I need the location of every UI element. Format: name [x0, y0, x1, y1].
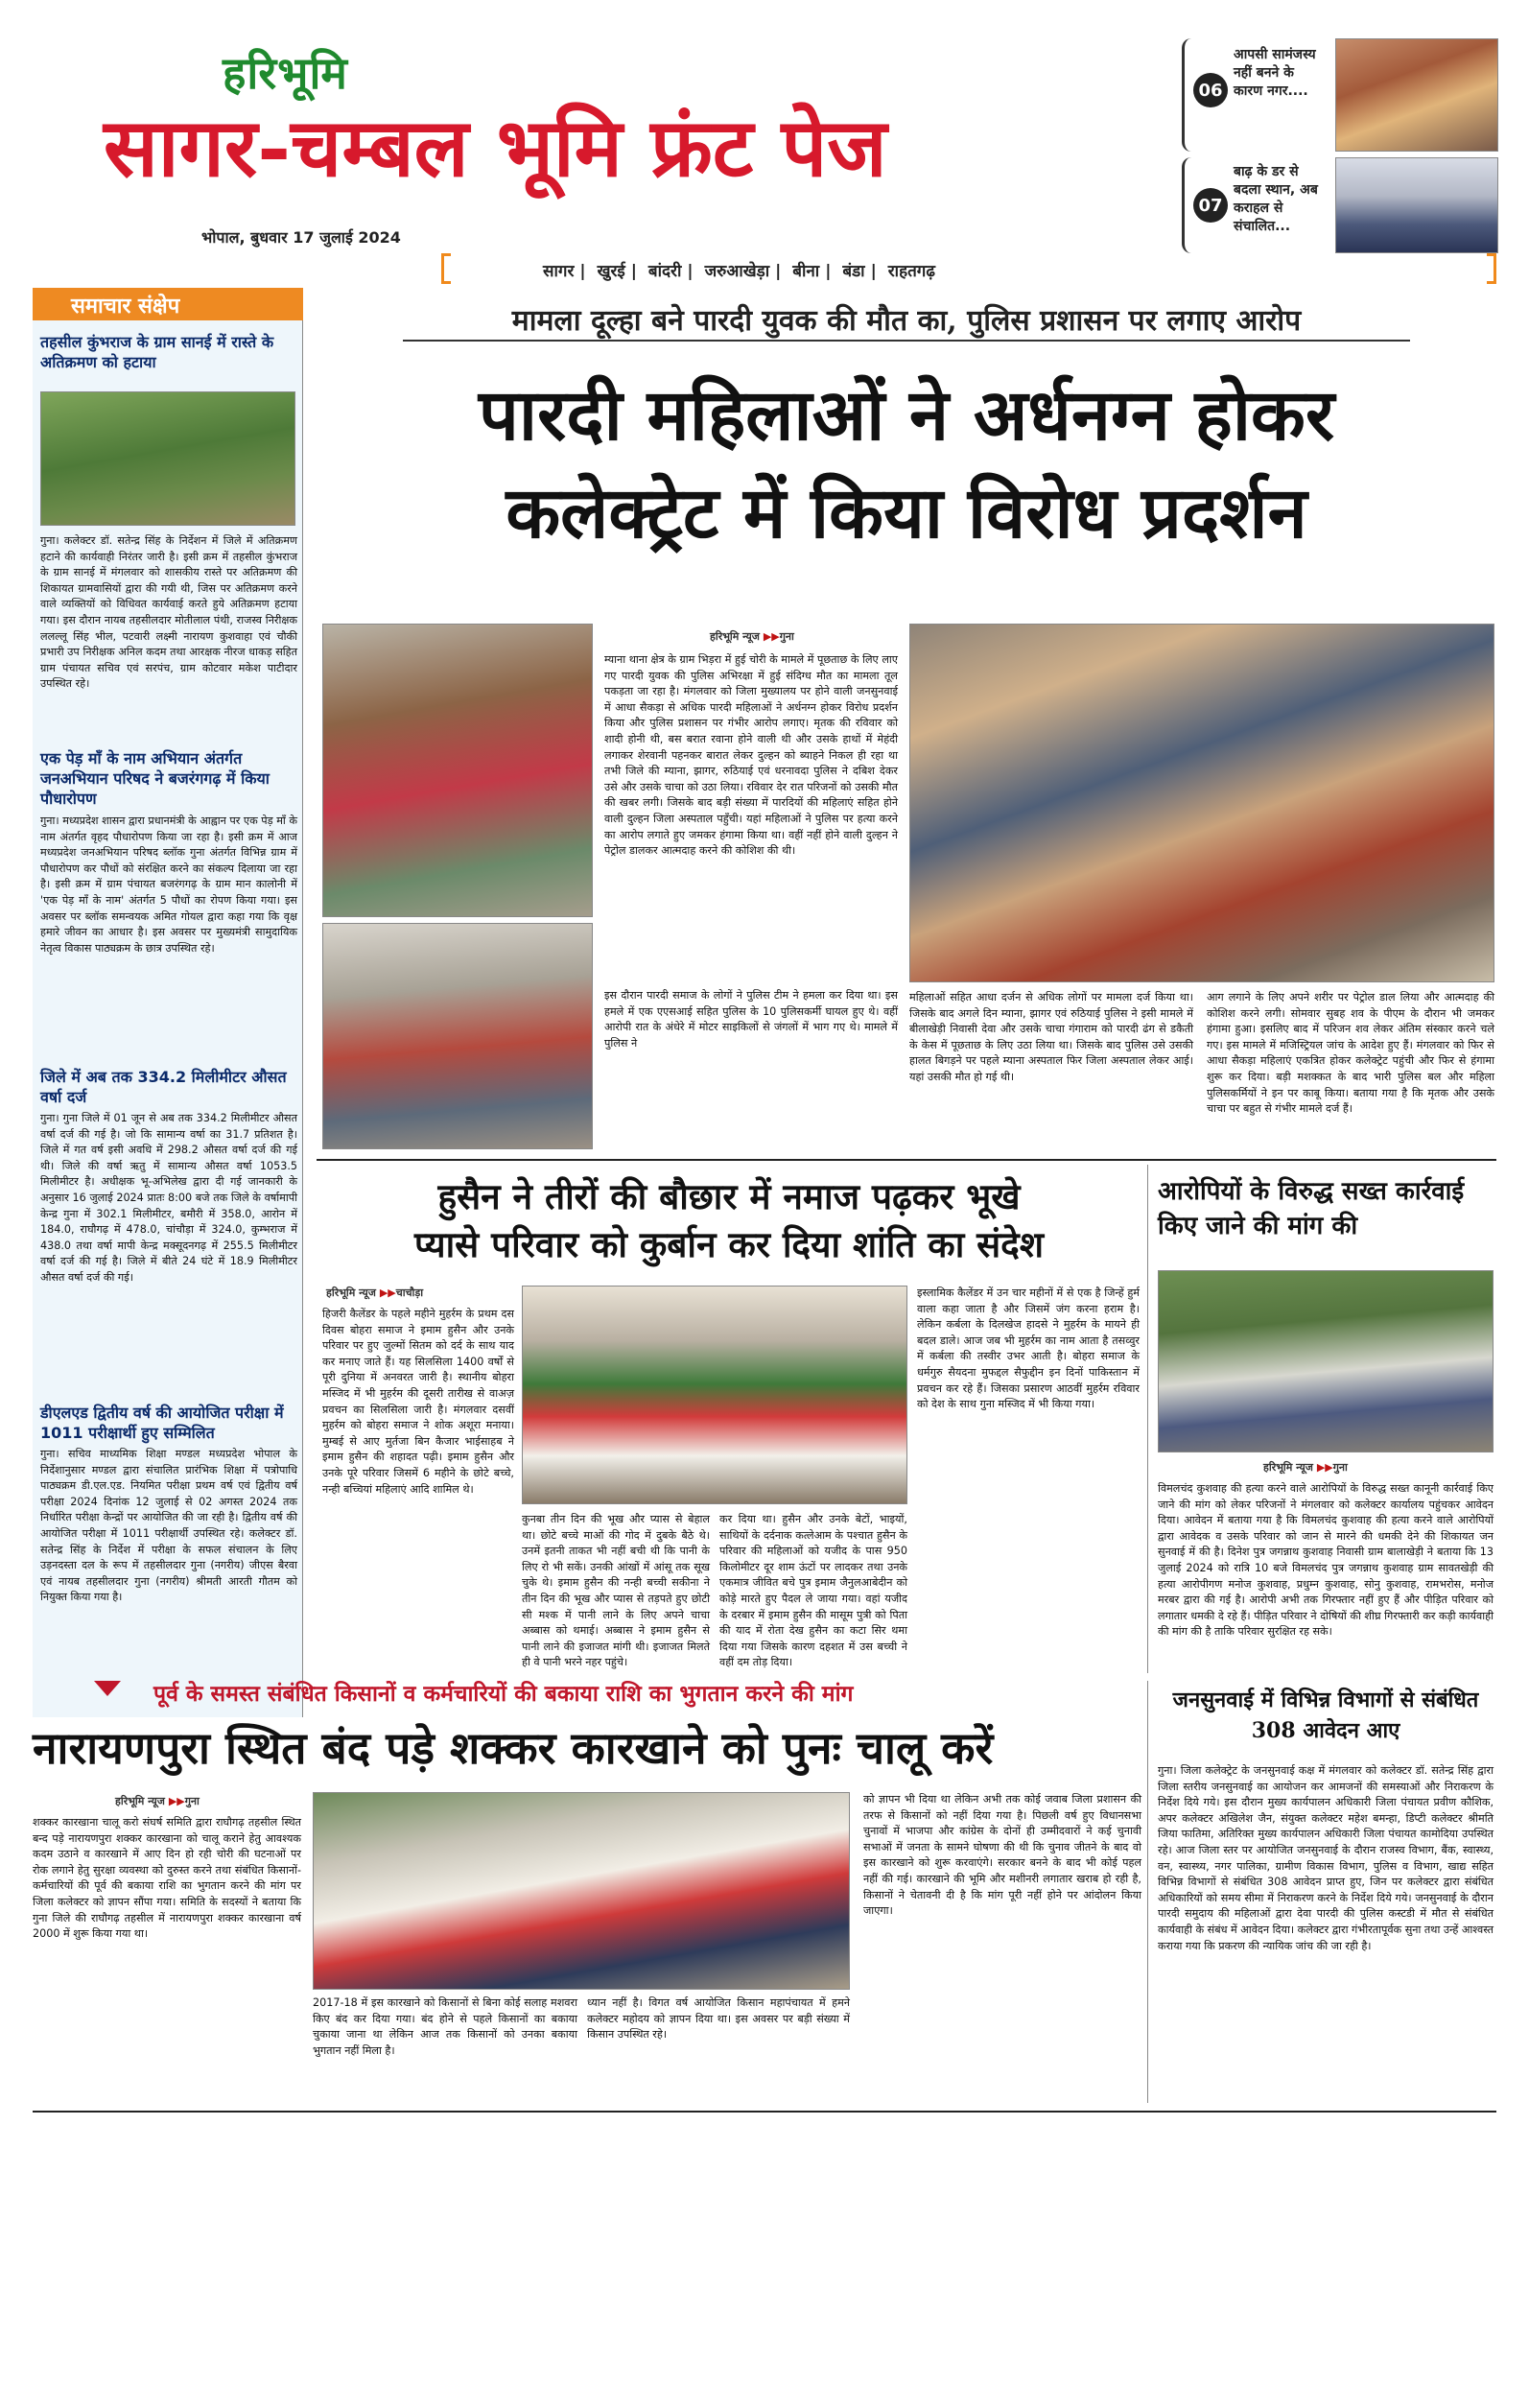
- muharram-photo: [522, 1286, 907, 1504]
- location-item: बीना: [792, 262, 820, 281]
- masthead: [0, 0, 1529, 288]
- sugar-kicker: पूर्व के समस्त संबंधित किसानों व कर्मचारियों की बकाया राशि का भुगतान करने की मांग: [153, 1681, 854, 1707]
- muharram-body: कर दिया था। हुसैन और उनके बेटों, भाइयों, साथियों के दर्दनाक कत्लेआम के पश्चात हुसैन के परिवार की महिलाओं को यजीद के पास 950 किलोमीटर दूर शाम ऊंटों पर लादकर तथा उनके एकमात्र जीवित बचे पुत्र इमाम जैनुलआबेदीन को कोड़े मारते हुए पैदल ले जाया गया। वहां यजीद के दरबार में इमाम हुसैन की मासूम पुत्री को पिता की याद में रोता देख हुसैन का कटा सिर थमा दिया गया जिसके कारण दहशत में उस बच्ची ने वहीं दम तोड़ दिया।: [719, 1513, 907, 1669]
- muharram-headline[interactable]: हुसैन ने तीरों की बौछार में नमाज पढ़कर भूखे: [437, 1175, 1021, 1217]
- muharram-body: हिजरी कैलेंडर के पहले महीने मुहर्रम के प्रथम दस दिवस बोहरा समाज ने इमाम हुसैन और उनके परिवार पर हुए जुल्मों सितम को दर्द के साथ याद कर मनाए जाते हैं। यह सिलसिला 1400 वर्षों से पूरी दुनिया में अनवरत जारी है। स्थानीय बोहरा मस्जिद में भी मुहर्रम की दूसरी तारीख से वाअज़ प्रवचन का सिलसिला जारी है। मंगलवार दसवीं मुहर्रम को बोहरा समाज ने शोक अशूरा मनाया। मुम्बई से आए मुर्तजा बिन कैजार भाईसाहब ने इमाम हुसैन की शहादत पढ़ी। इमाम हुसैन और उनके पूरे परिवार जिसमें 6 महीने के छोटे बच्चे, नन्ही बच्चियां महिलाएं आदि शामिल थे।: [322, 1308, 514, 1496]
- lead-credit: हरिभूमि न्यूज ▶▶गुना: [710, 630, 794, 643]
- lead-photo-large: [909, 624, 1494, 982]
- lead-headline[interactable]: पारदी महिलाओं ने अर्धनग्न होकर: [478, 374, 1335, 457]
- lead-headline[interactable]: कलेक्ट्रेट में किया विरोध प्रदर्शन: [506, 472, 1307, 555]
- brief-body: गुना। गुना जिले में 01 जून से अब तक 334.2 मिलीमीटर औसत वर्षा दर्ज की गई है। जो कि सामान्य वर्षा का 31.7 प्रतिशत है। जिले में गत वर्ष इसी अवधि में 298.2 औसत वर्षा दर्ज की गई थी। जिले की वर्षा ऋतु में सामान्य औसत वर्षा 1053.5 मिलीमीटर है। अधीक्षक भू-अभिलेख द्वारा दी गई जानकारी के अनुसार 16 जुलाई 2024 प्रातः 8:00 बजे तक जिले के वर्षामापी केन्द्र गुना में 302.1 मिलीमीटर, बमौरी में 358.0, आरोन में 184.0, राघौगढ़ में 478.0, चांचौड़ा में 324.0, कुम्भराज में 438.0 तथा वर्षा मापी केन्द्र मक्सूदनगढ़ में 255.5 मिलीमीटर वर्षा दर्ज की गई है। जिले में बीते 24 घंटे में 18.9 मिलीमीटर औसत वर्षा दर्ज की गई।: [40, 1112, 297, 1284]
- lead-photo: [322, 624, 593, 917]
- teaser-box[interactable]: [1182, 38, 1498, 152]
- accused-credit: हरिभूमि न्यूज ▶▶गुना: [1263, 1461, 1348, 1474]
- lead-body: महिलाओं सहित आधा दर्जन से अधिक लोगों पर मामला दर्ज किया था। जिसके बाद अगले दिन म्याना, झागर एवं रुठियाई पुलिस ने इसी मामले में बीलाखेड़ी निवासी देवा और उसके चाचा गंगाराम को पारदी ढंग से डकैती के केस में पूछताछ के लिए उठा लिया था। जिसके बाद पुलिस उसे उसकी हालत बिगड़ने पर पहले म्याना अस्पताल फिर जिला अस्पताल लेकर आई। यहां उसकी मौत हो गई थी।: [909, 991, 1193, 1083]
- brief-photo: [40, 391, 295, 526]
- sugar-body: को ज्ञापन भी दिया था लेकिन अभी तक कोई जवाब जिला प्रशासन की तरफ से किसानों को नहीं दिया गया है। पिछली वर्ष हुए विधानसभा चुनावों में भाजपा और कांग्रेस के दोनों ही उम्मीदवारों ने कई चुनावी सभाओं में जनता के सामने घोषणा की थी कि चुनाव जीतने के बाद वो इस कारखाने को शुरू करवाएंगे। सरकार बनने के बाद भी कोई पहल नहीं की गई। कारखाने की भूमि और मशीनरी लगातार खराब हो रही है, किसानों ने चेतावनी दी है कि मांग पूरी नहीं होने पर आंदोलन किया जाएगा।: [863, 1793, 1141, 1918]
- lead-body: इस दौरान पारदी समाज के लोगों ने पुलिस टीम ने हमला कर दिया था। इस हमले में एक एएसआई सहित पुलिस के 10 पुलिसकर्मी घायल हुए थे। वहीं आरोपी रात के अंधेरे में मोटर साइकिलों से जंगलों में भाग गए थे। मामले में पुलिस ने: [604, 989, 898, 1050]
- teaser-text: बाढ़ के डर से बदला स्थान, अब कराहल से संचालित...: [1234, 164, 1318, 234]
- accused-body: विमलचंद कुशवाह की हत्या करने वाले आरोपियों के विरुद्ध सख्त कानूनी कार्रवाई किए जाने की मांग को लेकर परिजनों ने मंगलवार को कलेक्टर कार्यालय पहुंचकर आवेदन दिया। आवेदन में बताया गया है कि विमलचंद कुशवाह की हत्या करने वाले आरोपियों द्वारा आवेदक व उसके परिवार को जान से मारने की धमकी देने की शिकायत जन सुनवाई में की है। दिनेश पुत्र जगन्नाथ कुशवाह निवासी ग्राम बालाखेड़ी ने बताया कि 13 जुलाई 2024 को रात्रि 10 बजे विमलचंद पुत्र जगन्नाथ कुशवाह ग्राम सावतखेड़ी की हत्या आरोपीगण मनोज कुशवाह, प्रधुम्न कुशवाह, सोनु कुशवाह, रामभरोस, मनोज मरबर द्वारा की गई है। आरोपी अभी तक गिरफ्तार नहीं हुए हैं और पीड़ित परिवार को लगातार धमकी दे रहे हैं। पीड़ित परिवार ने दोषियों की शीघ्र गिरफ्तारी कर कड़ी कार्यवाही की मांग की है ताकि परिवार सुरक्षित रह सके।: [1158, 1482, 1494, 1639]
- location-item: बांदरी: [647, 262, 682, 281]
- location-item: खुरई: [597, 262, 625, 281]
- muharram-headline[interactable]: प्यासे परिवार को कुर्बान कर दिया शांति का संदेश: [414, 1223, 1044, 1265]
- credit-paper: हरिभूमि न्यूज: [115, 1795, 165, 1807]
- location-bracket-right: [1487, 253, 1496, 284]
- lead-body: म्याना थाना क्षेत्र के ग्राम भिड़रा में हुई चोरी के मामले में पूछताछ के लिए लाए गए पारदी युवक की पुलिस अभिरक्षा में हुई संदिग्ध मौत का मामला तूल पकड़ता जा रहा है। मंगलवार को जिला मुख्यालय पर होने वाली जनसुनवाई में आधा सैकड़ा से अधिक पारदी महिलाओं ने अर्धनग्न होकर विरोध प्रदर्शन किया और पुलिस प्रशासन पर गंभीर आरोप लगाए। मृतक की रविवार को शादी होनी थी, बस बरात रवाना होने वाली थी और उसके हाथों में मेहंदी लगाकर शेरवानी पहनकर बारात लेकर दुल्हन को ब्याहने निकल ही रहा था तभी जिले की म्याना, झागर, रुठियाई एवं धरनावदा पुलिस ने दबिश देकर उसे और उसके चाचा को उठा लिया। रविवार देर रात परिजनों को उसकी मौत की खबर लगी। जिसके बाद बड़ी संख्या में पारदियों की महिलाएं सहित होने वाली दुल्हन जिला अस्पताल पहुँची। यहां महिलाओं ने पुलिस पर हत्या करने का आरोप लगाते हुए जमकर हंगामा किया था। वहीं नहीं होने वाली दुल्हन ने पेट्रोल डालकर आत्मदाह करने की कोशिश की थी।: [604, 653, 898, 858]
- credit-paper: हरिभूमि न्यूज: [1263, 1461, 1313, 1474]
- teaser-number: 06: [1193, 73, 1228, 107]
- location-item: बंडा: [842, 262, 865, 281]
- teaser-photo: [1335, 38, 1498, 152]
- sugar-body: 2017-18 में इस कारखाने को किसानों से बिना कोई सलाह मशवरा किए बंद कर दिया गया। बंद होने से पहले किसानों का बकाया चुकाया जाना था लेकिन आज तक किसानों को उनका बकाया भुगतान नहीं मिला है।: [313, 1996, 577, 2057]
- sugar-body: शक्कर कारखाना चालू करो संघर्ष समिति द्वारा राघौगढ़ तहसील स्थित बन्द पड़े नारायणपुरा शक्कर कारखाना को चालू कराने हेतु आवश्यक कदम उठाने व कारखाने में आए दिन हो रही चोरी की घटनाओं पर रोक लगाने हेतु सुरक्षा व्यवस्था को दुरुस्त करने तथा संबंधित किसानों-कर्मचारियों की पूर्व की बकाया राशि का भुगतान करने की मांग पर जिला कलेक्टर को ज्ञापन सौंपा गया। समिति के सदस्यों ने बताया कि गुना जिले की राघौगढ़ तहसील में नारायणपुरा शक्कर कारखाना वर्ष 2000 में शुरू किया गया था।: [33, 1816, 301, 1941]
- brief-title[interactable]: एक पेड़ माँ के नाम अभियान अंतर्गत जनअभियान परिषद ने बजरंगगढ़ में किया पौधारोपण: [40, 749, 270, 808]
- credit-place: गुना: [779, 630, 794, 643]
- sugar-headline[interactable]: नारायणपुरा स्थित बंद पड़े शक्कर कारखाने को पुनः चालू करें: [33, 1722, 994, 1774]
- location-bracket-left: [441, 253, 451, 284]
- brief-body: गुना। कलेक्टर डॉ. सतेन्द्र सिंह के निर्देशन में जिले में अतिक्रमण हटाने की कार्यवाही निरंतर जारी है। इसी क्रम में तहसील कुंभराज के ग्राम सानई में मंगलवार को शासकीय रास्ते पर अतिक्रमण की शिकायत ग्रामवासियों द्वारा की गयी थी, जिस पर अतिक्रमण करने वाले व्यक्तियों को विधिवत कार्यवाई करते हुये अतिक्रमण हटाया गया। इस दौरान नायब तहसीलदार मोतीलाल पंथी, राजस्व निरीक्षक ललल्लू सिंह भील, पटवारी लक्ष्मी नारायण कुशवाहा एवं चौकी प्रभारी उप निरीक्षक अनिल कदम तथा आरक्षक नीरज धाकड़ सहित ग्राम पंचायत सचिव एवं सरपंच, ग्राम कोटवार मकेश पाटीदार उपस्थित रहे।: [40, 534, 297, 691]
- location-strip: [441, 253, 1496, 284]
- lead-kicker-underline: [403, 340, 1410, 342]
- brief-body: गुना। मध्यप्रदेश शासन द्वारा प्रधानमंत्री के आह्वान पर एक पेड़ माँ के नाम अंतर्गत वृहद पौधारोपण किया जा रहा है। इसी क्रम में आज मध्यप्रदेश जनअभियान परिषद ब्लॉक गुना अंतर्गत विभिन्न ग्राम में पौधारोपण कर पौधों को संरक्षित करने का संकल्प दिलाया जा रहा है। इसी क्रम में ग्राम पंचायत बजरंगगढ़ के ग्राम मान कालोनी में 'एक पेड़ माँ के नाम' अंतर्गत 5 पौधों का रोपण किया गया। इस अवसर पर ब्लॉक समन्वयक अमित गोयल द्वारा कहा गया कि वृक्ष हमारे जीवन का आधार है। इस अवसर पर मुख्यमंत्री सामुदायिक नेतृत्व विकास पाठ्यक्रम के छात्र उपस्थित रहे।: [40, 814, 297, 955]
- sugar-photo: [313, 1792, 850, 1990]
- lead-body: आग लगाने के लिए अपने शरीर पर पेट्रोल डाल लिया और आत्मदाह की कोशिश करने लगी। सोमवार सुबह शव के पीएम के दौरान भी जमकर हंगामा हुआ। इसलिए बाद में परिजन शव लेकर अंतिम संस्कार करने चले गए। इस मामले में मजिस्ट्रियल जांच के आदेश हुए हैं। मंगलवार को फिर से आधा सैकड़ा महिलाएं एकत्रित होकर कलेक्ट्रेट पहुंची और फिर से हंगामा शुरू कर दिया। बड़ी मशक्कत के बाद भारी पुलिस बल और महिला पुलिसकर्मियों ने इन पर काबू किया। बताया गया है कि मृतक और उसके चाचा पर बहुत से गंभीर मामले दर्ज हैं।: [1207, 991, 1494, 1116]
- accused-section: [1147, 1165, 1496, 1673]
- sidebar-header: [33, 288, 303, 322]
- sidebar-header-label: समाचार संक्षेप: [71, 294, 180, 319]
- sugar-kicker-arrow: [94, 1681, 121, 1696]
- brief-body: गुना। सचिव माध्यमिक शिक्षा मण्डल मध्यप्रदेश भोपाल के निर्देशानुसार मण्डल द्वारा संचालित प्रारंभिक शिक्षा में पत्रोपाधि पाठ्यक्रम डी.एल.एड. नियमित परीक्षा प्रथम वर्ष एवं द्वितीय वर्ष परीक्षा 2024 दिनांक 12 जुलाई से 02 अगस्त 2024 तक निर्धारित परीक्षा केन्द्रों पर आयोजित की जा रही है। द्वितीय वर्ष की आयोजित परीक्षा में 1011 परीक्षार्थी उपस्थित रहे। कलेक्टर डॉ. सतेन्द्र सिंह के निर्देश में परीक्षा के सफल संचालन के लिए उड़नदस्ता दल के रूप में तहसीलदार गुना (नगरीय) जीएस बैरवा एवं नायब तहसीलदार गुना (नगरीय) श्रीमती आरती गौतम को नियुक्त किया गया है।: [40, 1448, 297, 1604]
- location-list: सागर | खुरई | बांदरी | जरुआखेड़ा | बीना | बंडा | राहतगढ़: [543, 262, 935, 281]
- location-item: सागर: [543, 262, 575, 281]
- brand-logo: हरिभूमि: [223, 47, 348, 99]
- lead-photo: [322, 923, 593, 1149]
- lead-kicker: मामला दूल्हा बने पारदी युवक की मौत का, पुलिस प्रशासन पर लगाए आरोप: [511, 304, 1302, 338]
- credit-paper: हरिभूमि न्यूज: [710, 630, 760, 643]
- page-bottom-rule: [33, 2111, 1496, 2113]
- brief-title[interactable]: जिले में अब तक 334.2 मिलीमीटर औसत वर्षा दर्ज: [40, 1068, 287, 1106]
- divider: [317, 1159, 1496, 1161]
- sugar-body: ध्यान नहीं है। विगत वर्ष आयोजित किसान महापंचायत में हमने कलेक्टर महोदय को ज्ञापन दिया था। इस अवसर पर बड़ी संख्या में किसान उपस्थित रहे।: [587, 1996, 850, 2042]
- credit-place: गुना: [184, 1795, 200, 1807]
- hearing-headline[interactable]: जनसुनवाई में विभिन्न विभागों से संबंधित 308 आवेदन आए: [1172, 1688, 1479, 1743]
- credit-place: गुना: [1332, 1461, 1348, 1474]
- page-title: सागर-चम्बल भूमि फ्रंट पेज: [104, 100, 887, 195]
- credit-place: चाचौड़ा: [395, 1287, 424, 1299]
- location-item: जरुआखेड़ा: [704, 262, 770, 281]
- brief-title[interactable]: तहसील कुंभराज के ग्राम सानई में रास्ते के अतिक्रमण को हटाया: [40, 333, 274, 371]
- teaser-text: आपसी सामंजस्य नहीं बनने के कारण नगर....: [1234, 47, 1316, 99]
- muharram-credit: हरिभूमि न्यूज ▶▶चाचौड़ा: [326, 1287, 424, 1299]
- location-item: राहतगढ़: [887, 262, 935, 281]
- accused-photo: [1158, 1270, 1494, 1452]
- teaser-box[interactable]: [1182, 157, 1498, 253]
- sidebar: [33, 288, 303, 1717]
- credit-paper: हरिभूमि न्यूज: [326, 1287, 376, 1299]
- accused-headline[interactable]: आरोपियों के विरुद्ध सख्त कार्रवाई किए जाने की मांग की: [1158, 1177, 1465, 1240]
- teaser-photo: [1335, 157, 1498, 253]
- hearing-section: [1147, 1681, 1496, 2103]
- teaser-number: 07: [1193, 188, 1228, 223]
- dateline: भोपाल, बुधवार 17 जुलाई 2024: [201, 228, 401, 247]
- brief-title[interactable]: डीएलएड द्वितीय वर्ष की आयोजित परीक्षा में 1011 परीक्षार्थी हुए सम्मिलित: [40, 1404, 284, 1442]
- muharram-body: इस्लामिक कैलेंडर में उन चार महीनों में से एक है जिन्हें हुर्म वाला कहा जाता है और जिसमें जंग करना हराम है। लेकिन कर्बला के दिलखेज हादसे ने मुहर्रम के मायने ही बदल डाले। आज जब भी मुहर्रम का नाम आता है तसव्वुर में कर्बला की तस्वीर उभर आती है। बोहरा समाज के धर्मगुरु सैयदना मुफद्दल सैफुद्दीन इन दिनों पाकिस्तान में प्रवचन कर रहे हैं। जिसका प्रसारण आठवीं मुहर्रम रविवार को देश के साथ गुना मस्जिद में भी किया गया।: [917, 1287, 1140, 1411]
- muharram-body: कुनबा तीन दिन की भूख और प्यास से बेहाल था। छोटे बच्चे माओं की गोद में दुबके बैठे थे। उनमें इतनी ताकत भी नहीं बची थी कि पानी के लिए रो भी सकें। उनकी आंखों में आंसू तक सूख चुके थे। इमाम हुसैन की नन्ही बच्ची सकीना ने तीन दिन की भूख और प्यास से तड़पते हुए छोटी सी मश्क में पानी लाने के लिए अपने चाचा अब्बास को थमाई। अब्बास ने इमाम हुसैन से पानी लाने की इजाजत मांगी थी। इजाजत मिलते ही वे पानी भरने नहर पहुंचे।: [522, 1513, 710, 1669]
- sugar-credit: हरिभूमि न्यूज ▶▶गुना: [115, 1795, 200, 1807]
- hearing-body: गुना। जिला कलेक्ट्रेट के जनसुनवाई कक्ष में मंगलवार को कलेक्टर डॉ. सतेन्द्र सिंह द्वारा जिला स्तरीय जनसुनवाई का आयोजन कर आमजनों की समस्याओं और निराकरण के निर्देश दिये गये। इस दौरान मुख्य कार्यपालन अधिकारी जिला पंचायत प्रवीण कौशिक, अपर कलेक्टर अखिलेश जैन, संयुक्त कलेक्टर महेश बमन्हा, डिप्टी कलेक्टर श्रीमति जिया फातिमा, अतिरिक्त मुख्य कार्यपालन अधिकारी जिला पंचायत कामोदिया उपस्थित रहे। आज जिला स्तर पर आयोजित जनसुनवाई के दौरान राजस्व विभाग, बैंक, स्वास्थ्य, वन, स्वास्थ्य, नगर पालिका, ग्रामीण विकास विभाग, पुलिस व विभाग, खाद्य सहित विभिन्न विभागों से संबंधित 308 आवेदन प्राप्त हुए, जिन पर कलेक्टर द्वारा संबंधित अधिकारियों को समय सीमा में निराकरण करने के निर्देश दिये गये। जनसुनवाई के दौरान पारदी समुदाय की महिलाओं द्वारा देवा पारदी की पुलिस कस्टडी में मौत से संबंधित कार्यवाही के संबंध में आवेदन दिया। कलेक्टर द्वारा गंभीरतापूर्वक सुना तथा उन्हें आश्वस्त कराया गया कि प्रकरण की न्यायिक जांच की जा रही है।: [1158, 1764, 1494, 1952]
